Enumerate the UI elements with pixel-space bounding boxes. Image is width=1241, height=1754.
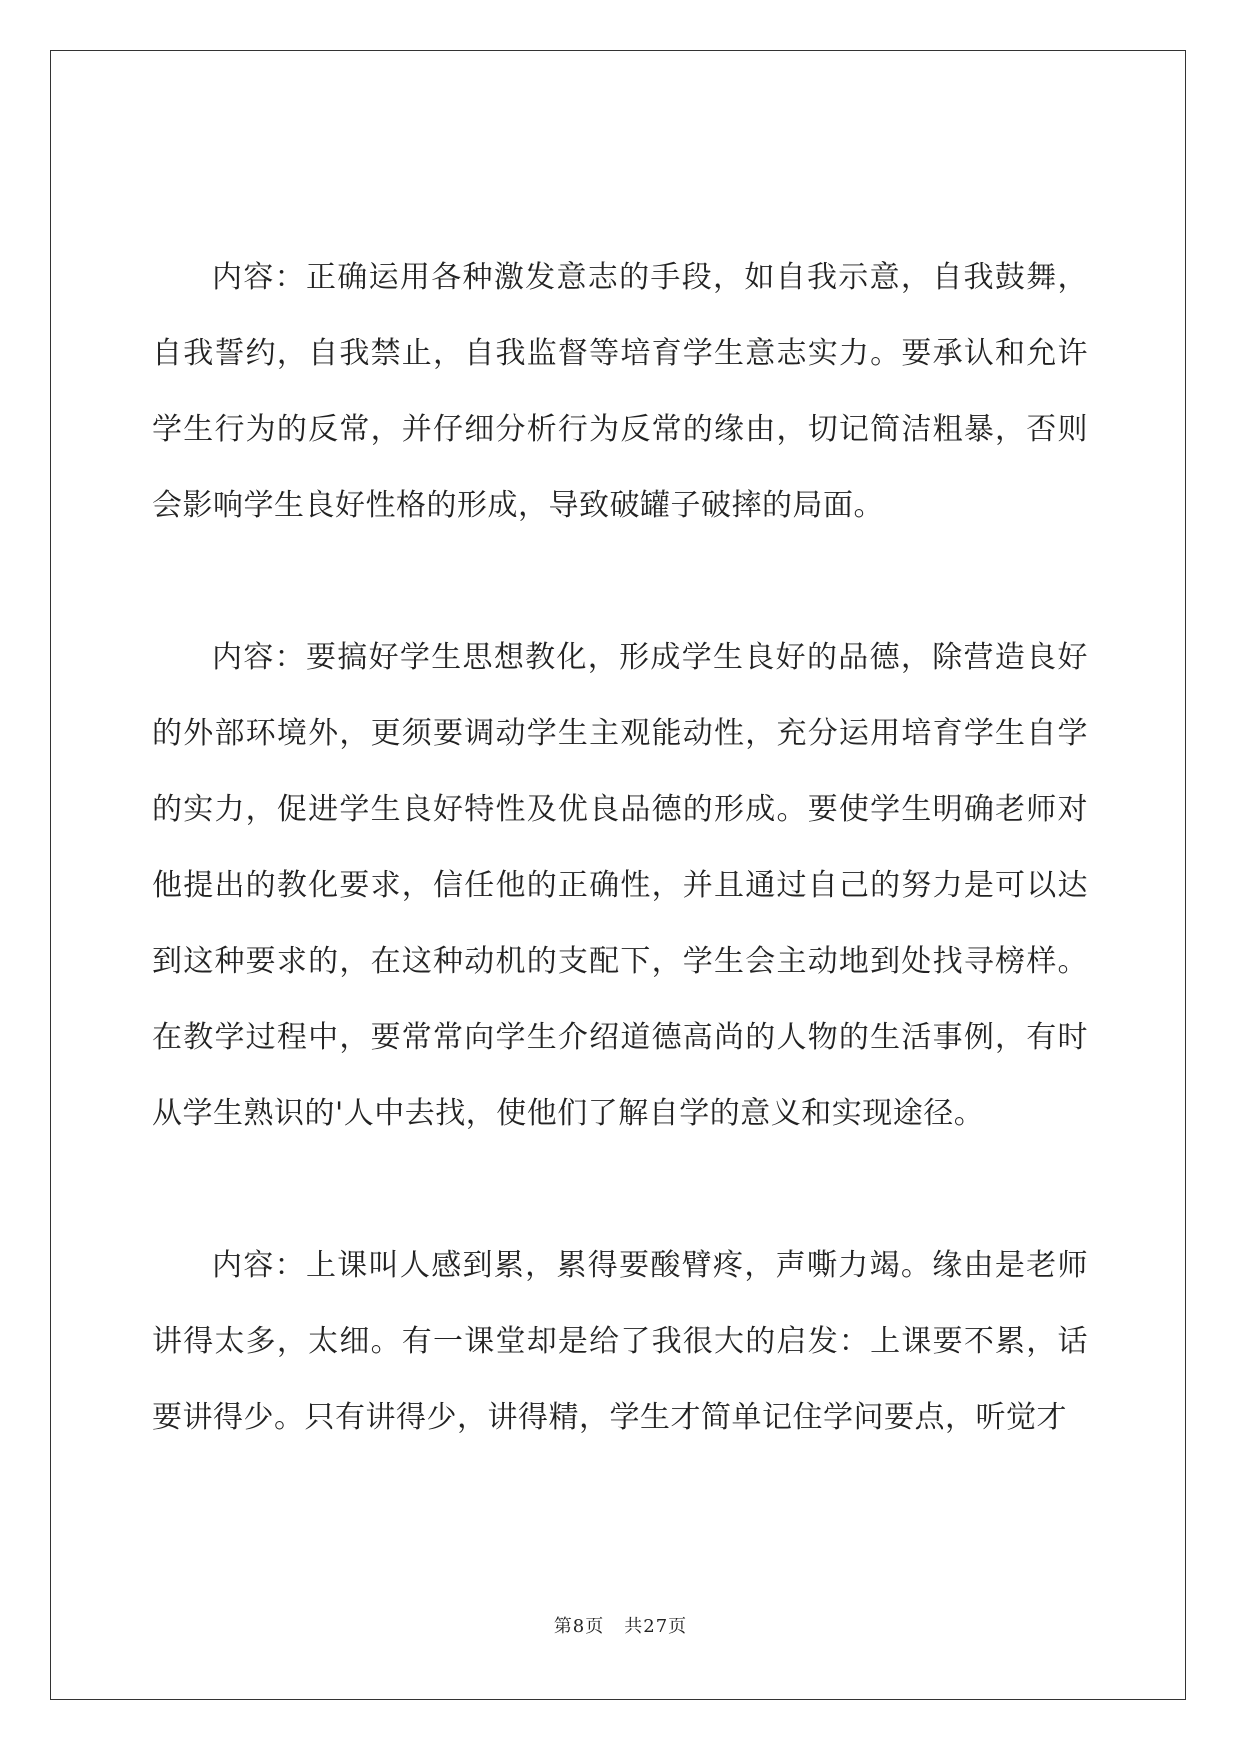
page-total: 共27页: [624, 1616, 688, 1637]
paragraph-3: 内容：上课叫人感到累，累得要酸臂疼，声嘶力竭。缘由是老师讲得太多，太细。有一课堂却是给了我很大的启发：上课要不累，话要讲得少。只有讲得少，讲得精，学生才简单记住学问要点，听觉才: [152, 1248, 1088, 1435]
page-number: 第8页: [553, 1616, 605, 1637]
document-body: [152, 240, 1088, 1456]
paragraph-1: 内容：正确运用各种激发意志的手段，如自我示意，自我鼓舞，自我誓约，自我禁止，自我监督等培育学生意志实力。要承认和允许学生行为的反常，并仔细分析行为反常的缘由，切记简洁粗暴，否则会影响学生良好性格的形成，导致破罐子破摔的局面。: [152, 260, 1088, 523]
page-footer: [0, 1612, 1241, 1638]
paragraph-2: 内容：要搞好学生思想教化，形成学生良好的品德，除营造良好的外部环境外，更须要调动学生主观能动性，充分运用培育学生自学的实力，促进学生良好特性及优良品德的形成。要使学生明确老师对他提出的教化要求，信任他的正确性，并且通过自己的努力是可以达到这种要求的，在这种动机的支配下，学生会主动地到处找寻榜样。在教学过程中，要常常向学生介绍道德高尚的人物的生活事例，有时从学生熟识的'人中去找，使他们了解自学的意义和实现途径。: [152, 640, 1088, 1131]
